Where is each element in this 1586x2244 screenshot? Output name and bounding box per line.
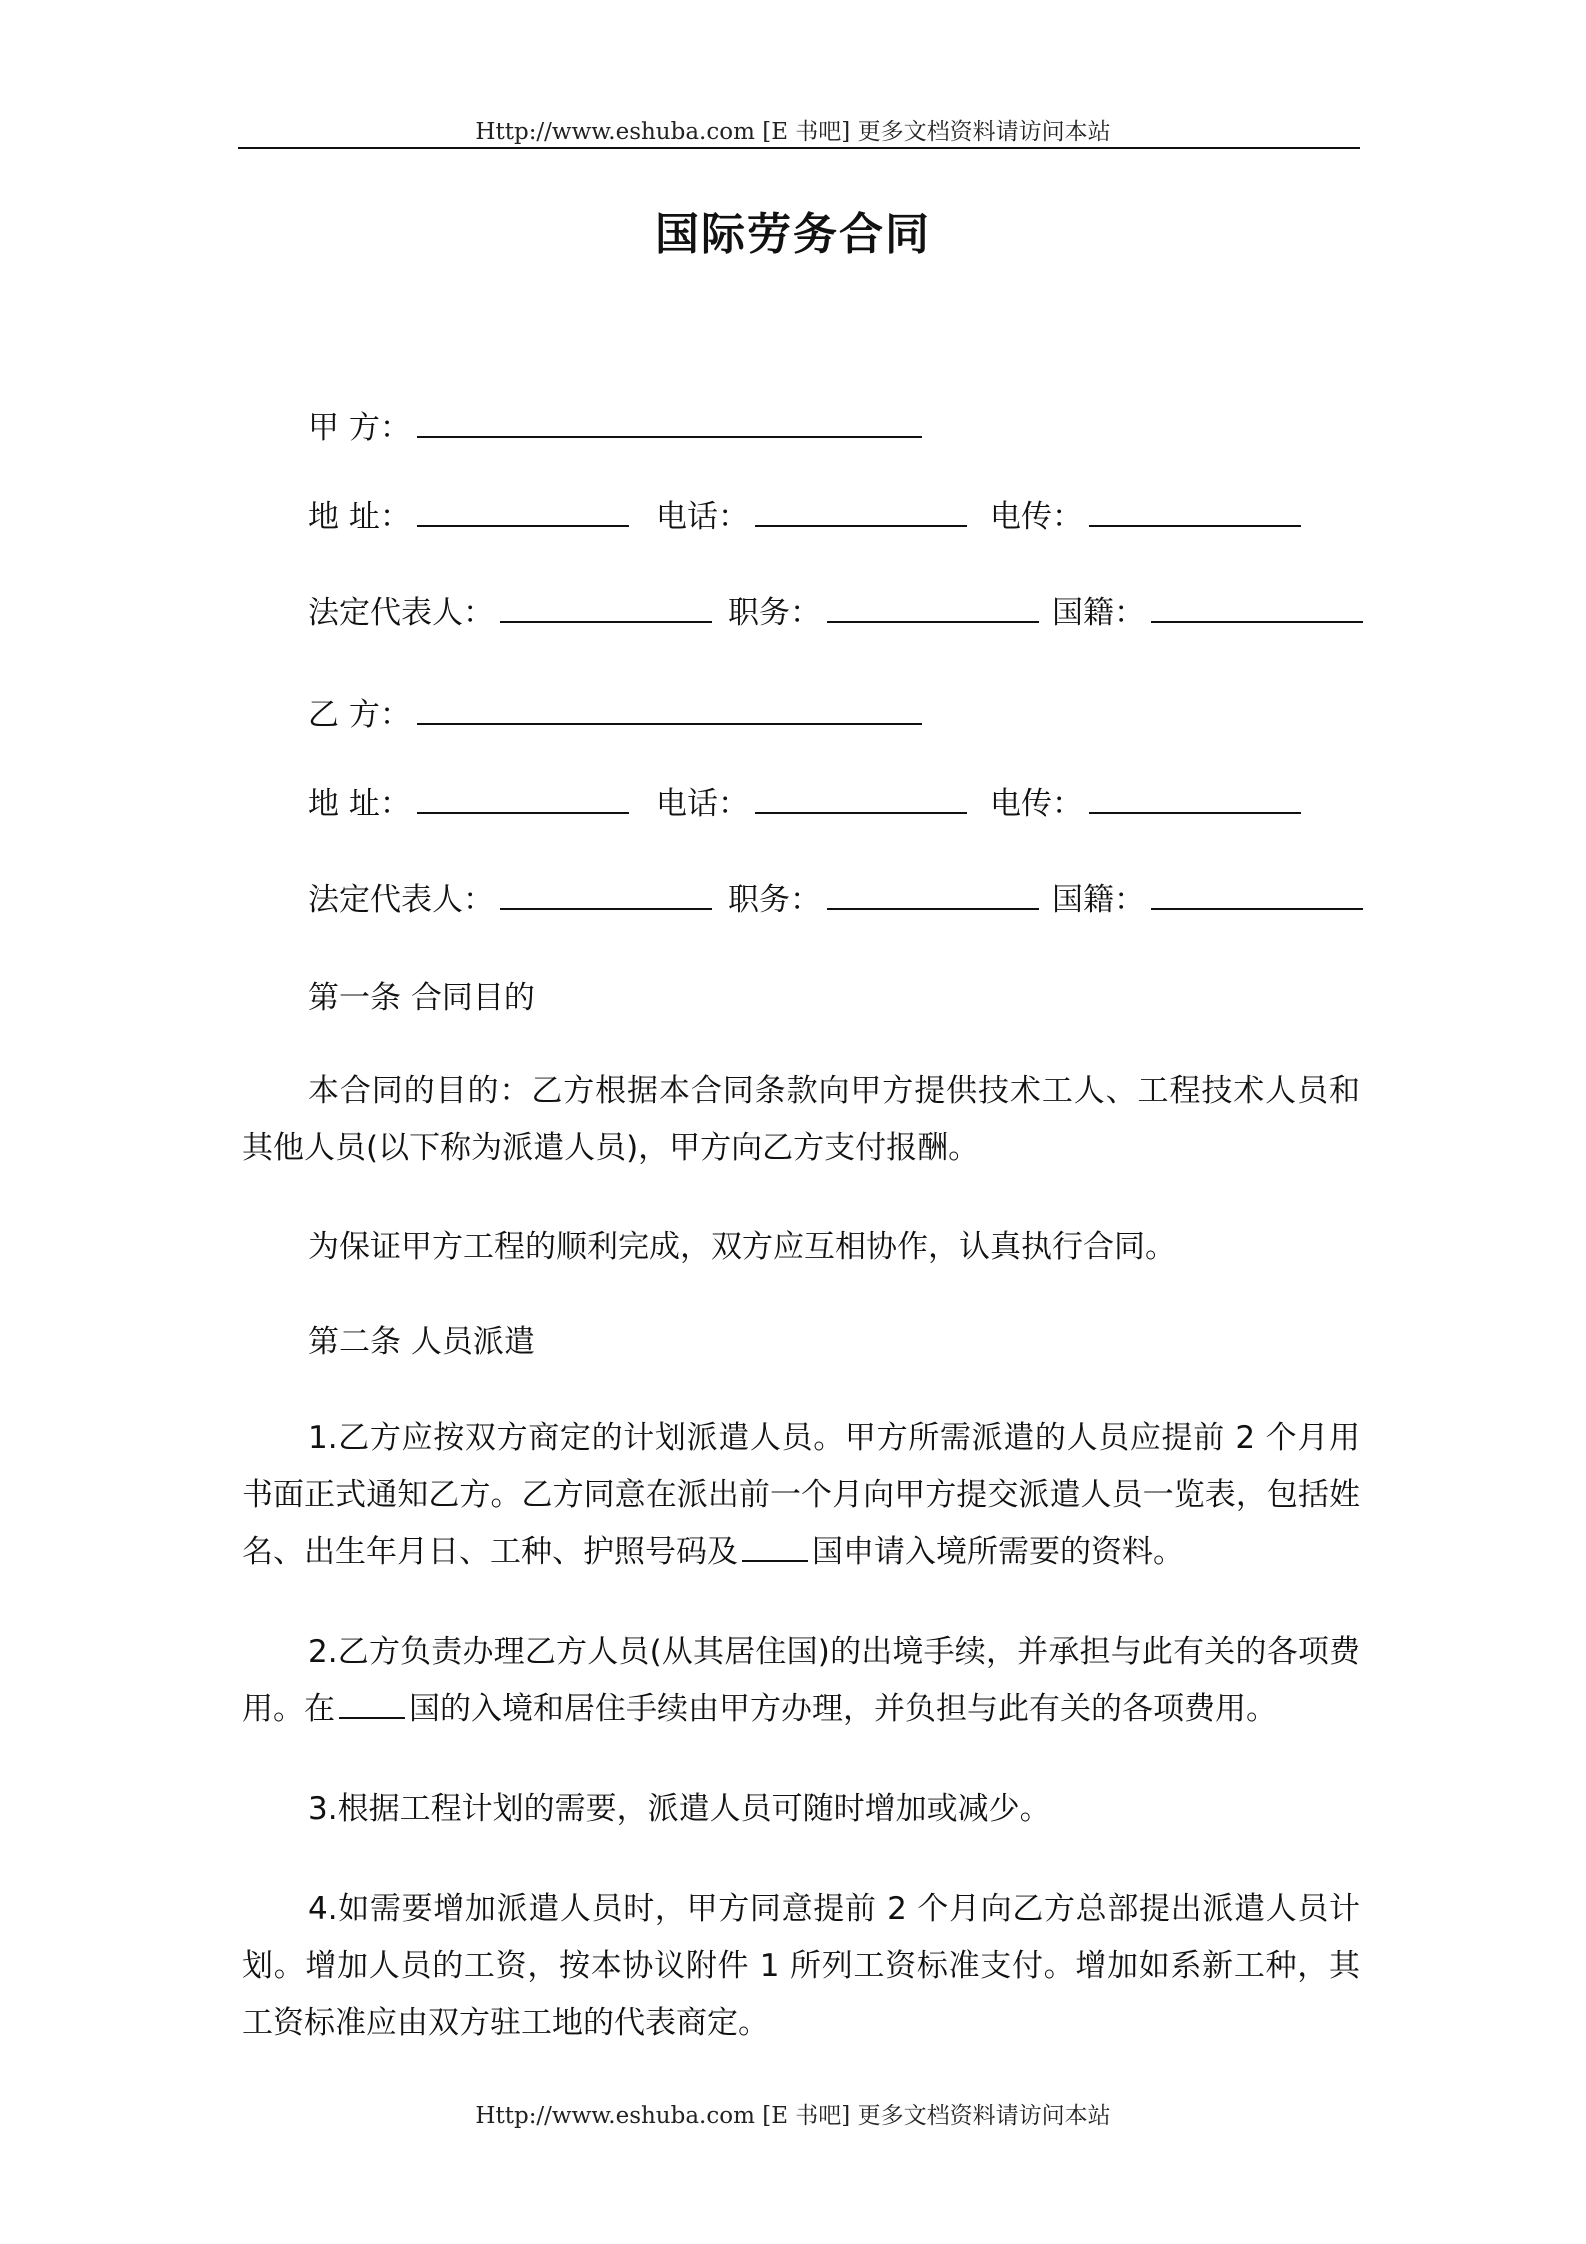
country-blank-1[interactable] — [742, 1534, 808, 1562]
party-a-fax-blank[interactable] — [1089, 499, 1301, 527]
party-b-rep-label: 法定代表人： — [308, 882, 494, 918]
party-a-phone-label: 电话： — [656, 499, 749, 535]
page-header: Http://www.eshuba.com [E 书吧] 更多文档资料请访问本站 — [475, 119, 1111, 145]
party-b-name-row — [308, 695, 928, 735]
article-2-heading: 第二条 人员派遣 — [308, 1324, 535, 1360]
party-a-fax-label: 电传： — [990, 499, 1083, 535]
article-1-paragraph-2 — [242, 1219, 1360, 1276]
article-1-paragraph-1 — [242, 1063, 1360, 1177]
party-a-name-label: 甲 方： — [308, 410, 411, 446]
article-2-item-2-text-a: 2.乙方负责办理乙方人员(从其居住国)的出境手续，并承担与此有关的各项费用。在 — [242, 1634, 1360, 1727]
article-2-item-2 — [242, 1624, 1360, 1738]
document-title: 国际劳务合同 — [655, 209, 931, 260]
article-2-item-3-text: 3.根据工程计划的需要，派遣人员可随时增加或减少。 — [308, 1791, 1051, 1827]
article-2-item-4-text: 4.如需要增加派遣人员时，甲方同意提前 2 个月向乙方总部提出派遣人员计划。增加人员的工资，按本协议附件 1 所列工资标准支付。增加如系新工种，其工资标准应由双方驻工地的代表商定。 — [242, 1891, 1360, 2041]
article-2-item-1-text-b: 国申请入境所需要的资料。 — [812, 1534, 1184, 1570]
party-b-name-label: 乙 方： — [308, 697, 411, 733]
party-a-phone-blank[interactable] — [755, 499, 967, 527]
party-a-name-row — [308, 408, 928, 448]
party-a-rep-label: 法定代表人： — [308, 595, 494, 631]
party-a-name-blank[interactable] — [417, 410, 922, 438]
article-2-item-1 — [242, 1410, 1360, 1581]
party-a-address-label: 地 址： — [308, 499, 411, 535]
party-b-name-blank[interactable] — [417, 697, 922, 725]
party-b-phone-label: 电话： — [656, 786, 749, 822]
party-a-nationality-label: 国籍： — [1052, 595, 1145, 631]
article-1-p1-text: 本合同的目的：乙方根据本合同条款向甲方提供技术工人、工程技术人员和其他人员(以下称为派遣人员)，甲方向乙方支付报酬。 — [242, 1073, 1360, 1166]
party-b-phone-blank[interactable] — [755, 786, 967, 814]
party-b-fax-label: 电传： — [990, 786, 1083, 822]
party-b-rep-blank[interactable] — [500, 882, 712, 910]
article-1-p2-text: 为保证甲方工程的顺利完成，双方应互相协作，认真执行合同。 — [308, 1229, 1176, 1265]
party-b-position-blank[interactable] — [827, 882, 1039, 910]
article-1-heading: 第一条 合同目的 — [308, 980, 535, 1016]
party-b-nationality-blank[interactable] — [1151, 882, 1363, 910]
article-2-item-2-text-b: 国的入境和居住手续由甲方办理，并负担与此有关的各项费用。 — [409, 1691, 1277, 1727]
party-a-rep-blank[interactable] — [500, 595, 712, 623]
party-a-position-label: 职务： — [728, 595, 821, 631]
party-b-position-label: 职务： — [728, 882, 821, 918]
party-a-nationality-blank[interactable] — [1151, 595, 1363, 623]
party-a-position-blank[interactable] — [827, 595, 1039, 623]
party-a-address-blank[interactable] — [417, 499, 629, 527]
country-blank-2[interactable] — [339, 1691, 405, 1719]
header-rule — [238, 147, 1360, 149]
article-2-item-1-text-a: 1.乙方应按双方商定的计划派遣人员。甲方所需派遣的人员应提前 2 个月用书面正式通知乙方。乙方同意在派出前一个月向甲方提交派遣人员一览表，包括姓名、出生年月日、工种、护照号码及 — [242, 1420, 1360, 1570]
article-2-item-4 — [242, 1881, 1360, 2052]
party-b-address-label: 地 址： — [308, 786, 411, 822]
page-footer: Http://www.eshuba.com [E 书吧] 更多文档资料请访问本站 — [475, 2103, 1111, 2129]
party-b-address-blank[interactable] — [417, 786, 629, 814]
party-b-nationality-label: 国籍： — [1052, 882, 1145, 918]
article-2-item-3 — [242, 1781, 1360, 1838]
party-b-fax-blank[interactable] — [1089, 786, 1301, 814]
